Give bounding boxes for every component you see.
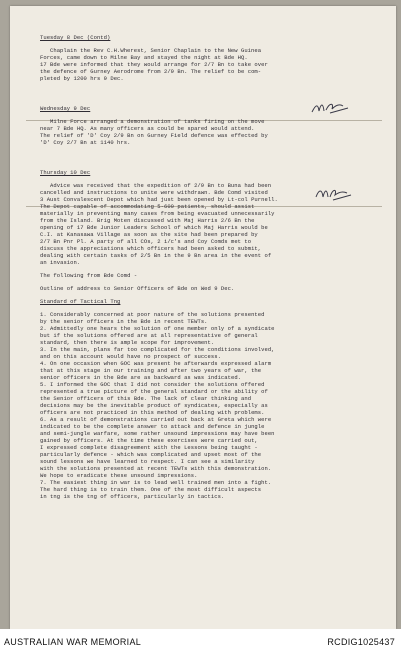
numbered-point-line: 5. I informed the GOC that I did not consider the solutions offered <box>40 381 265 388</box>
body-line: from the Island. Brig Moten discussed with Maj Harris 2/6 Bn the <box>40 217 255 224</box>
numbered-point-line: indicated to be the complete answer to attack and defence in jungle <box>40 423 265 430</box>
numbered-point-line: by the senior officers in the Bde in recent TEWTs. <box>40 318 208 325</box>
body-line: C.I. at Kanasawa Village as soon as the site had been prepared by <box>40 231 258 238</box>
numbered-point-line: standard, then there is ample scope for improvement. <box>40 339 215 346</box>
record-id: RCDIG1025437 <box>327 637 395 647</box>
diary-page <box>10 6 396 629</box>
body-line: The Depot capable of accommodating 5-600 patients, should assist <box>40 203 255 210</box>
body-line: opening of 17 Bde Junior Leaders School of which Maj Harris would be <box>40 224 268 231</box>
date-heading-thursday: Thursday 10 Dec <box>40 169 91 176</box>
body-line: 2/7 Bn Pnr Pl. A party of all COs, 2 i/c's and Coy Comds met to <box>40 238 252 245</box>
numbered-point-line: with the solutions presented at recent TEWTs with this demonstration. <box>40 465 272 472</box>
body-line: 3 Aust Convalescent Depot which had just been opened by Lt-col Purnell. <box>40 196 278 203</box>
numbered-point-line: officers are not practiced in this method of dealing with problems. <box>40 409 265 416</box>
numbered-point-line: gained by officers. At the time these exercises were carried out, <box>40 437 258 444</box>
body-line: discuss the appreciations which officers had been asked to submit, <box>40 245 262 252</box>
body-line: pleted by 1200 hrs 9 Dec. <box>40 75 124 82</box>
body-line: Chaplain the Rev C.H.Wherest, Senior Chaplain to the New Guinea <box>50 47 262 54</box>
numbered-point-line: The hard thing is to train them. One of the most difficult aspects <box>40 486 262 493</box>
body-line: an invasion. <box>40 259 81 266</box>
body-line: The relief of 'D' Coy 2/9 Bn on Gurney Field defence was effected by <box>40 132 268 139</box>
numbered-point-line: in tng is the tng of officers, particularly in tactics. <box>40 493 225 500</box>
numbered-point-line: and on this account would have no prospect of success. <box>40 353 221 360</box>
body-line: Milne Force arranged a demonstration of tanks firing on the move <box>50 118 265 125</box>
numbered-point-line: We hope to eradicate these unsound impressions. <box>40 472 198 479</box>
numbered-point-line: particularly defence - which was complicated and upset most of the <box>40 451 262 458</box>
numbered-point-line: I expressed complete disagreement with the Lessons being taught - <box>40 444 258 451</box>
body-line: the defence of Gurney Aerodrome from 2/9 Bn. The relief to be com- <box>40 68 262 75</box>
body-line: near 7 Bde HQ. As many officers as could be spared would attend. <box>40 125 255 132</box>
numbered-point-line: sound lessons we have learned to respect. I can see a similarity <box>40 458 255 465</box>
numbered-point-line: decisions may be the inevitable product of syndicates, especially as <box>40 402 268 409</box>
body-line: cancelled and instructions to unite were withdrawn. Bde Comd visited <box>40 189 268 196</box>
body-line: 'D' Coy 2/7 Bn at 1140 hrs. <box>40 139 131 146</box>
numbered-point-line: and semi-jungle warfare, some rather unsound impressions may have been <box>40 430 275 437</box>
numbered-point-line: represented a true picture of the general standard or the ability of <box>40 388 268 395</box>
archive-name: AUSTRALIAN WAR MEMORIAL <box>4 637 142 647</box>
body-line: Forces, came down to Milne Bay and stayed the night at Bde HQ. <box>40 54 248 61</box>
numbered-point-line: 4. On one occasion when GOC was present he afterwards expressed alarm <box>40 360 272 367</box>
numbered-point-line: 7. The easiest thing in war is to lead well trained men into a fight. <box>40 479 272 486</box>
numbered-point-line: 1. Considerably concerned at poor nature of the solutions presented <box>40 311 265 318</box>
numbered-point-line: 2. Admittedly one hears the solution of one member only of a syndicate <box>40 325 275 332</box>
body-line: Outline of address to Senior Officers of Bde on Wed 9 Dec. <box>40 285 235 292</box>
body-line: dealing with certain tasks of 2/5 Bn in the 9 Bn area in the event of <box>40 252 272 259</box>
body-line: The following from Bde Comd - <box>40 272 138 279</box>
body-line: materially in preventing many cases from being evacuated unnecessarily <box>40 210 275 217</box>
numbered-point-line: senior officers in the Bde are as backward as was indicated. <box>40 374 242 381</box>
numbered-point-line: 3. In the main, plans far too complicated for the conditions involved, <box>40 346 275 353</box>
numbered-point-line: the Senior officers of this Bde. The lack of clear thinking and <box>40 395 252 402</box>
body-line: Advice was received that the expedition of 2/9 Bn to Buna had been <box>50 182 272 189</box>
sub-heading: Standard of Tactical Tng <box>40 298 121 305</box>
numbered-point-line: that at this stage in our training and after two years of war, the <box>40 367 262 374</box>
numbered-point-line: but if the solutions offered are at all representative of general <box>40 332 258 339</box>
numbered-point-line: 6. As a result of demonstrations carried out back at Greta which were <box>40 416 272 423</box>
diary-text <box>40 34 386 500</box>
date-heading-tuesday: Tuesday 8 Dec (Contd) <box>40 34 111 41</box>
archive-footer <box>0 629 401 654</box>
body-line: 17 Bde were informed that they would arrange for 2/7 Bn to take over <box>40 61 268 68</box>
date-heading-wednesday: Wednesday 9 Dec <box>40 105 91 112</box>
